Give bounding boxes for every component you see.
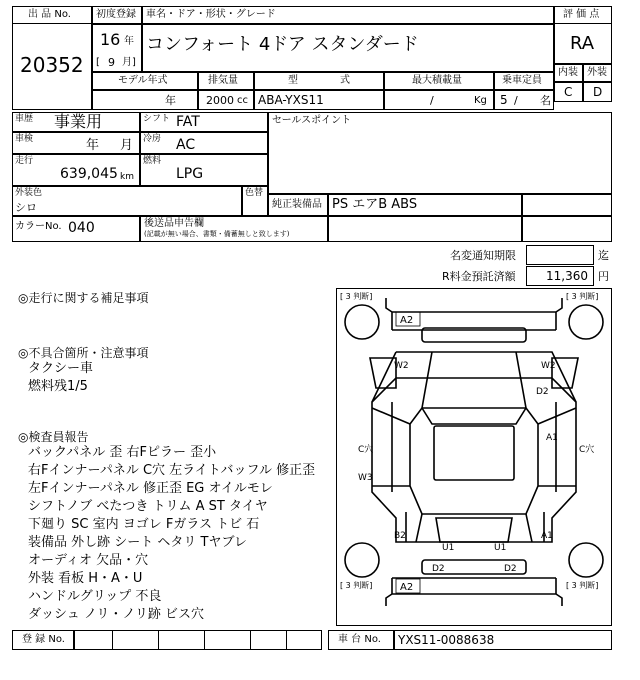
fuel-label: 燃料: [143, 156, 162, 166]
inspection-year-unit: 年: [86, 138, 100, 153]
reg-month-unit: 月]: [122, 57, 136, 68]
wheel-br: [569, 543, 603, 577]
lot-label: 出 品 No.: [28, 9, 71, 20]
inspector-item: ハンドルグリップ 不良: [28, 589, 162, 604]
mark-w2-right: W2: [541, 361, 556, 371]
defects-list: [28, 360, 93, 396]
mark-a2-bottom: A2: [400, 582, 414, 593]
model-label-cell: [254, 72, 384, 90]
mileage-unit: km: [120, 172, 134, 182]
aftermarket-note: (記載が無い場合、書類・備蓄無しと致します): [144, 230, 290, 238]
recolor-label: 色替: [245, 188, 264, 198]
ac-value: AC: [176, 137, 196, 153]
max-load-label: 最大積載量: [412, 75, 462, 86]
grade-value: RA: [570, 33, 595, 54]
inspector-item: シフトノブ べたつき トリム A ST タイヤ: [28, 499, 268, 514]
car-damage-diagram: [336, 288, 612, 626]
inspector-item: ダッシュ ノリ・ノリ跡 ビス穴: [28, 607, 204, 622]
mark-a2-top: A2: [400, 315, 414, 326]
model-year-label: モデル年式: [118, 75, 168, 86]
mark-d2-bottom-left: D2: [432, 564, 445, 574]
inspector-item: 左Fインナーパネル 修正歪 EG オイルモレ: [28, 481, 273, 496]
ac-label: 冷房: [143, 134, 162, 144]
bracket-br: [ 3 判断]: [566, 581, 599, 590]
car-name: コンフォート 4ドア スタンダード: [146, 34, 419, 55]
sales-point-label: セールスポイント: [272, 115, 352, 126]
notice-label: 名変通知期限: [450, 249, 516, 262]
displacement-label: 排気量: [208, 75, 238, 86]
equipment-label: 純正装備品: [272, 199, 322, 210]
first-reg-label: 初度登録: [96, 9, 136, 20]
chassis-value: YXS11-0088638: [398, 633, 495, 647]
interior-value: C: [564, 85, 573, 99]
inspector-title: ◎検査員報告: [18, 430, 89, 444]
notice-unit: 迄: [598, 249, 609, 262]
after-blank-1: [328, 216, 522, 242]
displacement-value: 2000: [206, 94, 234, 107]
ext-color-label: 外装色: [15, 188, 43, 198]
equipment-value: PS エアB ABS: [332, 197, 418, 212]
reg-no-dividers: [74, 630, 322, 650]
mark-c-hole-left: C穴: [358, 445, 374, 455]
left-rear-box: [406, 512, 544, 542]
bracket-bl: [ 3 判断]: [340, 581, 373, 590]
reg-month-open: [: [96, 57, 100, 68]
mileage-label: 走行: [15, 156, 34, 166]
inspector-item: 装備品 外し跡 シート ヘタリ Tヤブレ: [28, 535, 247, 550]
shift-label: シフト: [143, 114, 171, 124]
reg-year: 16: [100, 30, 121, 49]
inspector-item: 下廻り SC 室内 ヨゴレ Fガラス トビ 石: [28, 517, 260, 532]
capacity-sep: /: [514, 94, 518, 107]
cabin-shape: [410, 408, 538, 514]
mirror-left: [370, 358, 396, 388]
wheel-tr: [569, 305, 603, 339]
left-side-lines: [372, 402, 410, 492]
capacity-label: 乗車定員: [502, 75, 542, 86]
inspection-label: 車検: [15, 134, 34, 144]
fuel-value: LPG: [176, 166, 204, 182]
recycle-unit: 円: [598, 270, 609, 283]
mileage-value: 639,045: [60, 166, 118, 182]
equipment-extra-cell: [522, 194, 612, 216]
recycle-label: R料金預託済額: [442, 270, 516, 283]
trunk-shape: [416, 514, 532, 542]
color-no-label: カラーNo.: [15, 221, 62, 232]
shift-value: FAT: [176, 114, 200, 130]
mark-u1-right: U1: [494, 543, 507, 553]
mark-w3-left: W3: [358, 473, 373, 483]
ext-color-value: シロ: [15, 201, 37, 214]
mark-b2-left: B2: [394, 531, 406, 541]
right-side-lines: [538, 402, 576, 492]
inspector-item: 外装 看板 H・A・U: [28, 571, 143, 586]
bracket-tr: [ 3 判断]: [566, 292, 599, 301]
exterior-label: 外装: [587, 67, 607, 78]
mark-a1-right-low: A1: [541, 531, 553, 541]
mark-d2-right: D2: [536, 387, 549, 397]
wheel-bl: [345, 543, 379, 577]
capacity-value: 5: [500, 93, 508, 107]
reg-year-unit: 年: [124, 36, 134, 47]
history-label: 車歴: [15, 114, 34, 124]
model-year-unit: 年: [165, 94, 176, 107]
mark-w2-left: W2: [394, 361, 409, 371]
bracket-tl: [ 3 判断]: [340, 292, 373, 301]
aftermarket-label: 後送品申告欄: [144, 218, 204, 229]
mark-d2-bottom-right: D2: [504, 564, 517, 574]
notice-value-cell: [526, 245, 594, 265]
inspector-item: オーディオ 欠品・穴: [28, 553, 149, 568]
mirror-right: [552, 358, 578, 388]
wheel-tl: [345, 305, 379, 339]
defects-title: ◎不具合箇所・注意事項: [18, 346, 149, 360]
interior-label: 内装: [558, 67, 578, 78]
car-name-label: 車名・ドア・形状・グレード: [146, 9, 276, 20]
inspector-list: [28, 444, 315, 624]
model-value: ABA-YXS11: [258, 93, 324, 107]
driving-title: ◎走行に関する補足事項: [18, 291, 149, 305]
displacement-unit: cc: [237, 95, 248, 106]
inspector-item: 右Fインナーパネル C穴 左ライトバッフル 修正歪: [28, 463, 316, 478]
color-no-value: 040: [68, 220, 95, 236]
lot-number: 20352: [20, 53, 84, 77]
history-value: 事業用: [54, 112, 103, 131]
grade-label: 評 価 点: [563, 9, 600, 20]
after-blank-2: [522, 216, 612, 242]
model-label-2: 式: [340, 75, 350, 86]
inspector-item: バックパネル 歪 右Fピラー 歪小: [28, 445, 217, 460]
diagram-frame: [337, 289, 612, 626]
inspection-month-unit: 月: [120, 138, 134, 153]
mark-a1-right-mid: A1: [546, 433, 558, 443]
capacity-unit: 名: [540, 94, 551, 107]
chassis-label: 車 台 No.: [338, 634, 381, 645]
recycle-value: 11,360: [546, 269, 588, 283]
model-label-1: 型: [288, 75, 298, 86]
defect-item: 燃料残1/5: [28, 379, 88, 394]
exterior-value: D: [593, 85, 603, 99]
max-load-unit: Kg: [474, 95, 487, 106]
ext-color-cell: [12, 186, 242, 216]
roof-shape: [434, 426, 514, 480]
model-year-cell: [92, 90, 198, 110]
defect-item: タクシー車: [28, 361, 94, 376]
mark-u1-left: U1: [442, 543, 455, 553]
mark-c-hole-right: C穴: [579, 445, 595, 455]
max-load-sep: /: [430, 94, 434, 107]
reg-month: 9: [108, 56, 115, 69]
reg-no-label: 登 録 No.: [22, 634, 65, 645]
